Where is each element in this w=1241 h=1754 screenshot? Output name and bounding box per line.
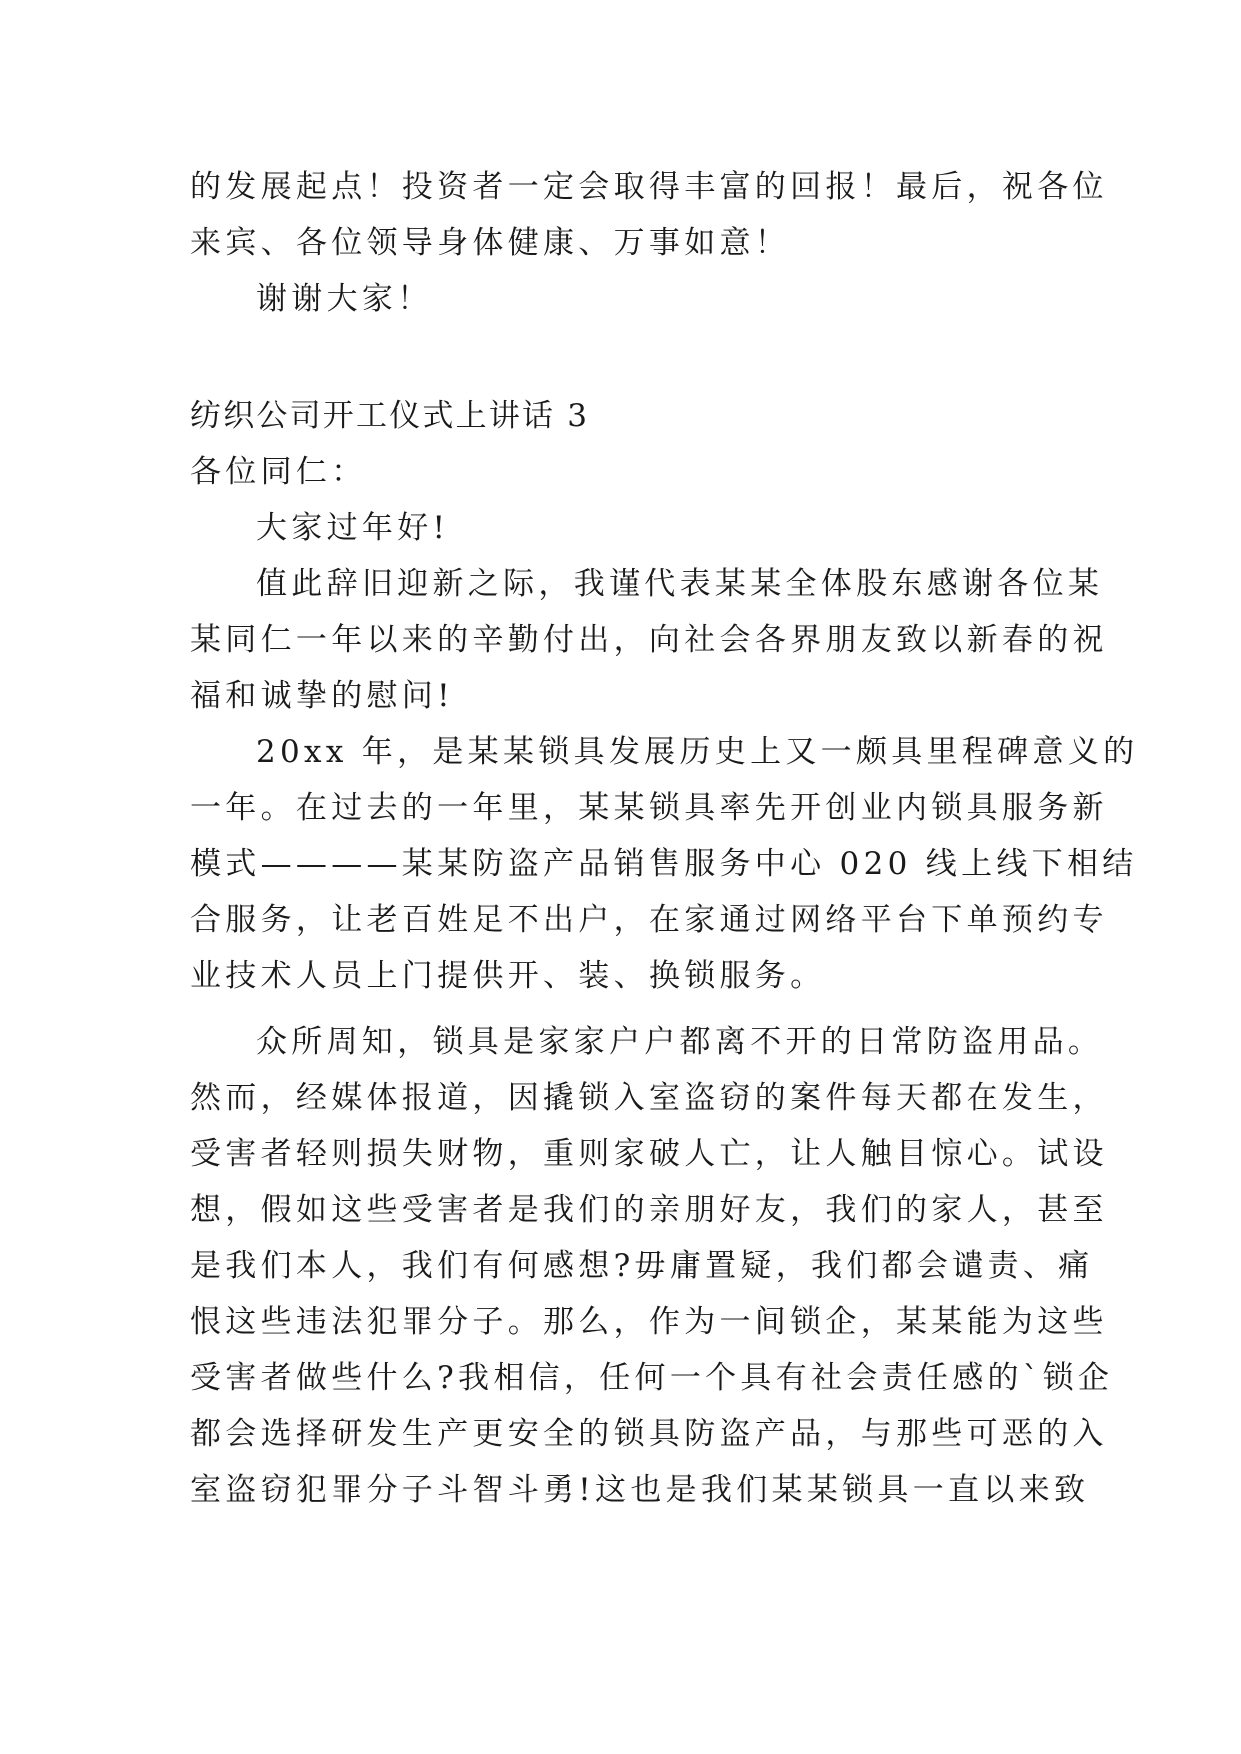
paragraph-line: 的发展起点！投资者一定会取得丰富的回报！最后，祝各位 bbox=[190, 169, 1108, 205]
paragraph-line: 业技术人员上门提供开、装、换锁服务。 bbox=[190, 958, 826, 994]
paragraph-line: 一年。在过去的一年里，某某锁具率先开创业内锁具服务新 bbox=[190, 790, 1108, 826]
paragraph-line: 众所周知，锁具是家家户户都离不开的日常防盗用品。 bbox=[256, 1024, 1104, 1060]
paragraph-line: 模式————某某防盗产品销售服务中心 020 线上线下相结 bbox=[190, 846, 1138, 882]
paragraph-line: 受害者做些什么?我相信，任何一个具有社会责任感的`锁企 bbox=[190, 1360, 1114, 1396]
paragraph-line: 都会选择研发生产更安全的锁具防盗产品，与那些可恶的入 bbox=[190, 1416, 1108, 1452]
paragraph-line: 想，假如这些受害者是我们的亲朋好友，我们的家人，甚至 bbox=[190, 1192, 1108, 1228]
salutation: 各位同仁： bbox=[190, 454, 367, 490]
paragraph-line: 合服务，让老百姓足不出户，在家通过网络平台下单预约专 bbox=[190, 902, 1108, 938]
paragraph-line: 然而，经媒体报道，因撬锁入室盗窃的案件每天都在发生， bbox=[190, 1080, 1108, 1116]
paragraph-line: 受害者轻则损失财物，重则家破人亡，让人触目惊心。试设 bbox=[190, 1136, 1108, 1172]
thanks-line: 谢谢大家！ bbox=[256, 281, 433, 317]
greeting: 大家过年好! bbox=[256, 510, 450, 546]
paragraph-line: 20xx 年，是某某锁具发展历史上又一颇具里程碑意义的 bbox=[256, 734, 1139, 770]
paragraph-line: 某同仁一年以来的辛勤付出，向社会各界朋友致以新春的祝 bbox=[190, 622, 1108, 658]
paragraph-line: 福和诚挚的慰问! bbox=[190, 678, 454, 714]
speech-title: 纺织公司开工仪式上讲话 3 bbox=[190, 398, 590, 434]
paragraph-line: 室盗窃犯罪分子斗智斗勇!这也是我们某某锁具一直以来致 bbox=[190, 1472, 1090, 1508]
paragraph-line: 恨这些违法犯罪分子。那么，作为一间锁企，某某能为这些 bbox=[190, 1304, 1108, 1340]
paragraph-line: 是我们本人，我们有何感想?毋庸置疑，我们都会谴责、痛 bbox=[190, 1248, 1094, 1284]
paragraph-line: 值此辞旧迎新之际，我谨代表某某全体股东感谢各位某 bbox=[256, 566, 1104, 602]
paragraph-line: 来宾、各位领导身体健康、万事如意！ bbox=[190, 225, 791, 261]
